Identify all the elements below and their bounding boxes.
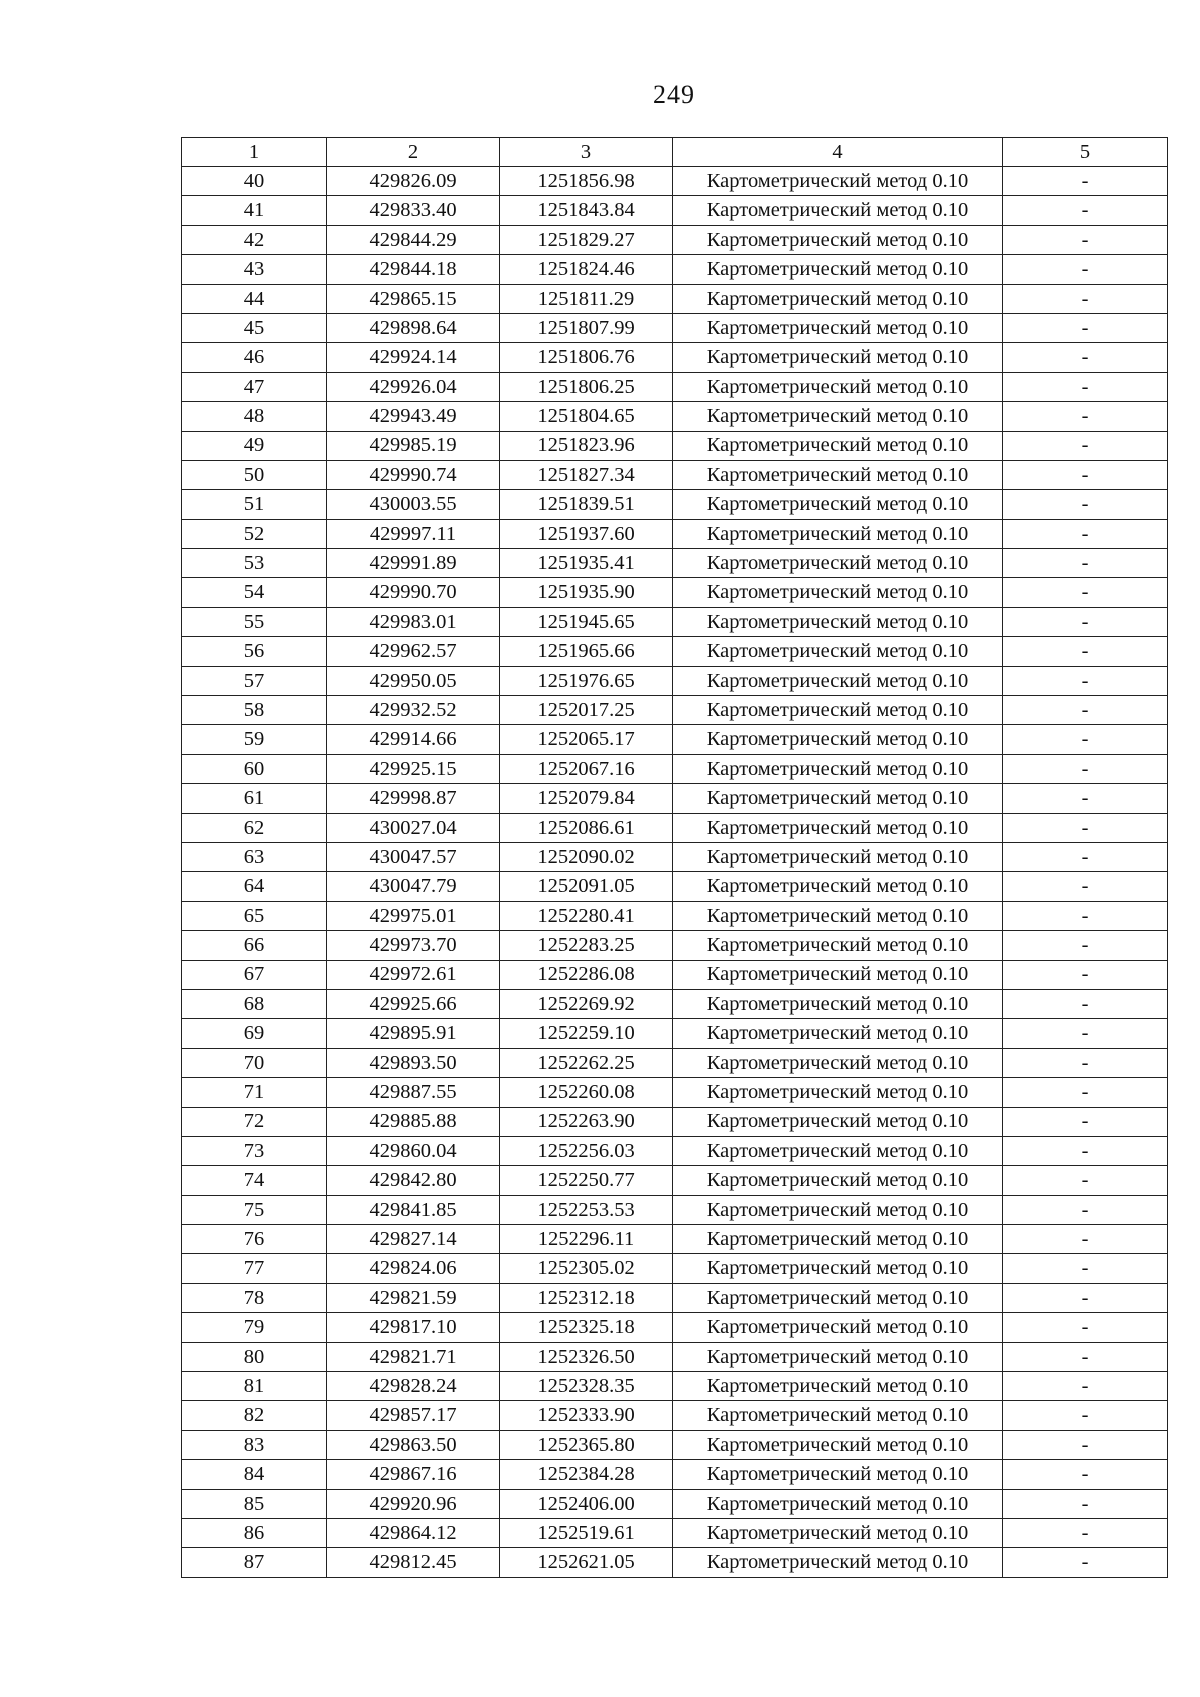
- point-number-cell: 70: [182, 1048, 327, 1077]
- table-row: [182, 1078, 1168, 1107]
- x-coordinate-cell: 429857.17: [327, 1401, 500, 1430]
- note-cell: -: [1003, 196, 1168, 225]
- note-cell: -: [1003, 842, 1168, 871]
- table-header-row: [182, 138, 1168, 167]
- table-row: [182, 813, 1168, 842]
- point-number-cell: 73: [182, 1136, 327, 1165]
- table-row: [182, 1166, 1168, 1195]
- note-cell: -: [1003, 1283, 1168, 1312]
- method-cell: Картометрический метод 0.10: [673, 402, 1003, 431]
- y-coordinate-cell: 1252328.35: [500, 1372, 673, 1401]
- note-cell: -: [1003, 372, 1168, 401]
- point-number-cell: 47: [182, 372, 327, 401]
- table-row: [182, 754, 1168, 783]
- method-cell: Картометрический метод 0.10: [673, 637, 1003, 666]
- method-cell: Картометрический метод 0.10: [673, 284, 1003, 313]
- table-row: [182, 519, 1168, 548]
- point-number-cell: 61: [182, 784, 327, 813]
- y-coordinate-cell: 1251823.96: [500, 431, 673, 460]
- table-row: [182, 313, 1168, 342]
- method-cell: Картометрический метод 0.10: [673, 666, 1003, 695]
- y-coordinate-cell: 1252305.02: [500, 1254, 673, 1283]
- y-coordinate-cell: 1252406.00: [500, 1489, 673, 1518]
- method-cell: Картометрический метод 0.10: [673, 872, 1003, 901]
- y-coordinate-cell: 1251937.60: [500, 519, 673, 548]
- method-cell: Картометрический метод 0.10: [673, 960, 1003, 989]
- point-number-cell: 51: [182, 490, 327, 519]
- point-number-cell: 72: [182, 1107, 327, 1136]
- y-coordinate-cell: 1252256.03: [500, 1136, 673, 1165]
- y-coordinate-cell: 1252312.18: [500, 1283, 673, 1312]
- point-number-cell: 79: [182, 1313, 327, 1342]
- y-coordinate-cell: 1251856.98: [500, 167, 673, 196]
- table-row: [182, 1225, 1168, 1254]
- point-number-cell: 86: [182, 1518, 327, 1547]
- x-coordinate-cell: 429983.01: [327, 607, 500, 636]
- table-row: [182, 1401, 1168, 1430]
- table-row: [182, 1313, 1168, 1342]
- method-cell: Картометрический метод 0.10: [673, 725, 1003, 754]
- method-cell: Картометрический метод 0.10: [673, 784, 1003, 813]
- method-cell: Картометрический метод 0.10: [673, 1107, 1003, 1136]
- point-number-cell: 42: [182, 225, 327, 254]
- method-cell: Картометрический метод 0.10: [673, 549, 1003, 578]
- point-number-cell: 76: [182, 1225, 327, 1254]
- x-coordinate-cell: 429863.50: [327, 1430, 500, 1459]
- y-coordinate-cell: 1251843.84: [500, 196, 673, 225]
- x-coordinate-cell: 429998.87: [327, 784, 500, 813]
- table-row: [182, 1372, 1168, 1401]
- x-coordinate-cell: 429812.45: [327, 1548, 500, 1577]
- x-coordinate-cell: 429865.15: [327, 284, 500, 313]
- x-coordinate-cell: 430047.57: [327, 842, 500, 871]
- note-cell: -: [1003, 1460, 1168, 1489]
- method-cell: Картометрический метод 0.10: [673, 1518, 1003, 1547]
- x-coordinate-cell: 429932.52: [327, 696, 500, 725]
- x-coordinate-cell: 429920.96: [327, 1489, 500, 1518]
- method-cell: Картометрический метод 0.10: [673, 490, 1003, 519]
- point-number-cell: 49: [182, 431, 327, 460]
- x-coordinate-cell: 429991.89: [327, 549, 500, 578]
- table-row: [182, 1107, 1168, 1136]
- x-coordinate-cell: 429990.70: [327, 578, 500, 607]
- method-cell: Картометрический метод 0.10: [673, 167, 1003, 196]
- table-row: [182, 1548, 1168, 1577]
- y-coordinate-cell: 1251839.51: [500, 490, 673, 519]
- table-row: [182, 842, 1168, 871]
- x-coordinate-cell: 429826.09: [327, 167, 500, 196]
- point-number-cell: 57: [182, 666, 327, 695]
- table-row: [182, 1518, 1168, 1547]
- method-cell: Картометрический метод 0.10: [673, 1078, 1003, 1107]
- method-cell: Картометрический метод 0.10: [673, 696, 1003, 725]
- note-cell: -: [1003, 1430, 1168, 1459]
- table-row: [182, 490, 1168, 519]
- note-cell: -: [1003, 1107, 1168, 1136]
- table-row: [182, 372, 1168, 401]
- point-number-cell: 82: [182, 1401, 327, 1430]
- y-coordinate-cell: 1252333.90: [500, 1401, 673, 1430]
- x-coordinate-cell: 429821.71: [327, 1342, 500, 1371]
- y-coordinate-cell: 1252263.90: [500, 1107, 673, 1136]
- note-cell: -: [1003, 1489, 1168, 1518]
- point-number-cell: 48: [182, 402, 327, 431]
- table-row: [182, 666, 1168, 695]
- y-coordinate-cell: 1252079.84: [500, 784, 673, 813]
- point-number-cell: 77: [182, 1254, 327, 1283]
- x-coordinate-cell: 429925.66: [327, 989, 500, 1018]
- y-coordinate-cell: 1251827.34: [500, 460, 673, 489]
- method-cell: Картометрический метод 0.10: [673, 225, 1003, 254]
- method-cell: Картометрический метод 0.10: [673, 343, 1003, 372]
- note-cell: -: [1003, 607, 1168, 636]
- note-cell: -: [1003, 666, 1168, 695]
- point-number-cell: 59: [182, 725, 327, 754]
- note-cell: -: [1003, 1518, 1168, 1547]
- point-number-cell: 41: [182, 196, 327, 225]
- point-number-cell: 50: [182, 460, 327, 489]
- note-cell: -: [1003, 431, 1168, 460]
- table-row: [182, 725, 1168, 754]
- note-cell: -: [1003, 725, 1168, 754]
- table-row: [182, 637, 1168, 666]
- note-cell: -: [1003, 1313, 1168, 1342]
- y-coordinate-cell: 1252621.05: [500, 1548, 673, 1577]
- x-coordinate-cell: 429893.50: [327, 1048, 500, 1077]
- x-coordinate-cell: 429926.04: [327, 372, 500, 401]
- point-number-cell: 81: [182, 1372, 327, 1401]
- table-row: [182, 696, 1168, 725]
- y-coordinate-cell: 1252325.18: [500, 1313, 673, 1342]
- y-coordinate-cell: 1252250.77: [500, 1166, 673, 1195]
- table-row: [182, 1048, 1168, 1077]
- note-cell: -: [1003, 1372, 1168, 1401]
- table-row: [182, 402, 1168, 431]
- table-row: [182, 872, 1168, 901]
- column-header: 2: [327, 138, 500, 167]
- point-number-cell: 53: [182, 549, 327, 578]
- y-coordinate-cell: 1252296.11: [500, 1225, 673, 1254]
- note-cell: -: [1003, 637, 1168, 666]
- method-cell: Картометрический метод 0.10: [673, 1195, 1003, 1224]
- y-coordinate-cell: 1252253.53: [500, 1195, 673, 1224]
- note-cell: -: [1003, 225, 1168, 254]
- table-row: [182, 784, 1168, 813]
- table-row: [182, 901, 1168, 930]
- point-number-cell: 66: [182, 931, 327, 960]
- method-cell: Картометрический метод 0.10: [673, 1166, 1003, 1195]
- y-coordinate-cell: 1252286.08: [500, 960, 673, 989]
- note-cell: -: [1003, 1401, 1168, 1430]
- table-row: [182, 1019, 1168, 1048]
- x-coordinate-cell: 429842.80: [327, 1166, 500, 1195]
- y-coordinate-cell: 1252262.25: [500, 1048, 673, 1077]
- note-cell: -: [1003, 460, 1168, 489]
- x-coordinate-cell: 429860.04: [327, 1136, 500, 1165]
- method-cell: Картометрический метод 0.10: [673, 255, 1003, 284]
- x-coordinate-cell: 429924.14: [327, 343, 500, 372]
- x-coordinate-cell: 429895.91: [327, 1019, 500, 1048]
- point-number-cell: 68: [182, 989, 327, 1018]
- method-cell: Картометрический метод 0.10: [673, 1048, 1003, 1077]
- method-cell: Картометрический метод 0.10: [673, 931, 1003, 960]
- y-coordinate-cell: 1251807.99: [500, 313, 673, 342]
- note-cell: -: [1003, 872, 1168, 901]
- method-cell: Картометрический метод 0.10: [673, 372, 1003, 401]
- table-row: [182, 225, 1168, 254]
- method-cell: Картометрический метод 0.10: [673, 1489, 1003, 1518]
- note-cell: -: [1003, 343, 1168, 372]
- point-number-cell: 84: [182, 1460, 327, 1489]
- y-coordinate-cell: 1252086.61: [500, 813, 673, 842]
- x-coordinate-cell: 429972.61: [327, 960, 500, 989]
- note-cell: -: [1003, 1225, 1168, 1254]
- method-cell: Картометрический метод 0.10: [673, 607, 1003, 636]
- method-cell: Картометрический метод 0.10: [673, 1460, 1003, 1489]
- point-number-cell: 58: [182, 696, 327, 725]
- note-cell: -: [1003, 1195, 1168, 1224]
- note-cell: -: [1003, 519, 1168, 548]
- method-cell: Картометрический метод 0.10: [673, 1342, 1003, 1371]
- point-number-cell: 45: [182, 313, 327, 342]
- table-row: [182, 431, 1168, 460]
- table-row: [182, 1430, 1168, 1459]
- note-cell: -: [1003, 1078, 1168, 1107]
- point-number-cell: 83: [182, 1430, 327, 1459]
- table-row: [182, 1195, 1168, 1224]
- method-cell: Картометрический метод 0.10: [673, 1136, 1003, 1165]
- table-row: [182, 255, 1168, 284]
- column-header: 3: [500, 138, 673, 167]
- x-coordinate-cell: 429827.14: [327, 1225, 500, 1254]
- method-cell: Картометрический метод 0.10: [673, 313, 1003, 342]
- x-coordinate-cell: 430027.04: [327, 813, 500, 842]
- x-coordinate-cell: 429973.70: [327, 931, 500, 960]
- table-row: [182, 343, 1168, 372]
- method-cell: Картометрический метод 0.10: [673, 431, 1003, 460]
- y-coordinate-cell: 1252017.25: [500, 696, 673, 725]
- x-coordinate-cell: 429844.29: [327, 225, 500, 254]
- note-cell: -: [1003, 1342, 1168, 1371]
- y-coordinate-cell: 1252090.02: [500, 842, 673, 871]
- table-row: [182, 960, 1168, 989]
- method-cell: Картометрический метод 0.10: [673, 1548, 1003, 1577]
- note-cell: -: [1003, 1136, 1168, 1165]
- note-cell: -: [1003, 1166, 1168, 1195]
- table-row: [182, 1254, 1168, 1283]
- y-coordinate-cell: 1251804.65: [500, 402, 673, 431]
- point-number-cell: 63: [182, 842, 327, 871]
- y-coordinate-cell: 1251811.29: [500, 284, 673, 313]
- note-cell: -: [1003, 167, 1168, 196]
- method-cell: Картометрический метод 0.10: [673, 1283, 1003, 1312]
- table-row: [182, 284, 1168, 313]
- point-number-cell: 43: [182, 255, 327, 284]
- x-coordinate-cell: 429817.10: [327, 1313, 500, 1342]
- x-coordinate-cell: 429898.64: [327, 313, 500, 342]
- table-row: [182, 1489, 1168, 1518]
- note-cell: -: [1003, 255, 1168, 284]
- note-cell: -: [1003, 931, 1168, 960]
- x-coordinate-cell: 430003.55: [327, 490, 500, 519]
- point-number-cell: 78: [182, 1283, 327, 1312]
- note-cell: -: [1003, 901, 1168, 930]
- x-coordinate-cell: 429914.66: [327, 725, 500, 754]
- point-number-cell: 80: [182, 1342, 327, 1371]
- x-coordinate-cell: 429975.01: [327, 901, 500, 930]
- table-row: [182, 1342, 1168, 1371]
- note-cell: -: [1003, 284, 1168, 313]
- method-cell: Картометрический метод 0.10: [673, 813, 1003, 842]
- column-header: 4: [673, 138, 1003, 167]
- method-cell: Картометрический метод 0.10: [673, 1313, 1003, 1342]
- method-cell: Картометрический метод 0.10: [673, 1430, 1003, 1459]
- x-coordinate-cell: 429821.59: [327, 1283, 500, 1312]
- table-row: [182, 989, 1168, 1018]
- table-row: [182, 167, 1168, 196]
- point-number-cell: 55: [182, 607, 327, 636]
- x-coordinate-cell: 429962.57: [327, 637, 500, 666]
- x-coordinate-cell: 429824.06: [327, 1254, 500, 1283]
- y-coordinate-cell: 1252283.25: [500, 931, 673, 960]
- point-number-cell: 56: [182, 637, 327, 666]
- x-coordinate-cell: 429844.18: [327, 255, 500, 284]
- method-cell: Картометрический метод 0.10: [673, 1254, 1003, 1283]
- point-number-cell: 87: [182, 1548, 327, 1577]
- method-cell: Картометрический метод 0.10: [673, 196, 1003, 225]
- y-coordinate-cell: 1251945.65: [500, 607, 673, 636]
- y-coordinate-cell: 1251935.90: [500, 578, 673, 607]
- y-coordinate-cell: 1251806.25: [500, 372, 673, 401]
- note-cell: -: [1003, 784, 1168, 813]
- point-number-cell: 54: [182, 578, 327, 607]
- note-cell: -: [1003, 402, 1168, 431]
- point-number-cell: 44: [182, 284, 327, 313]
- x-coordinate-cell: 429887.55: [327, 1078, 500, 1107]
- column-header: 5: [1003, 138, 1168, 167]
- x-coordinate-cell: 429990.74: [327, 460, 500, 489]
- y-coordinate-cell: 1252269.92: [500, 989, 673, 1018]
- note-cell: -: [1003, 989, 1168, 1018]
- method-cell: Картометрический метод 0.10: [673, 460, 1003, 489]
- y-coordinate-cell: 1252067.16: [500, 754, 673, 783]
- y-coordinate-cell: 1251829.27: [500, 225, 673, 254]
- coordinates-table: [181, 137, 1168, 1578]
- point-number-cell: 85: [182, 1489, 327, 1518]
- y-coordinate-cell: 1251935.41: [500, 549, 673, 578]
- y-coordinate-cell: 1252065.17: [500, 725, 673, 754]
- y-coordinate-cell: 1252365.80: [500, 1430, 673, 1459]
- y-coordinate-cell: 1251824.46: [500, 255, 673, 284]
- point-number-cell: 62: [182, 813, 327, 842]
- x-coordinate-cell: 429864.12: [327, 1518, 500, 1547]
- note-cell: -: [1003, 1019, 1168, 1048]
- note-cell: -: [1003, 960, 1168, 989]
- y-coordinate-cell: 1252260.08: [500, 1078, 673, 1107]
- note-cell: -: [1003, 754, 1168, 783]
- point-number-cell: 69: [182, 1019, 327, 1048]
- table-row: [182, 1283, 1168, 1312]
- x-coordinate-cell: 429950.05: [327, 666, 500, 695]
- page-number: 249: [653, 80, 695, 109]
- note-cell: -: [1003, 313, 1168, 342]
- note-cell: -: [1003, 813, 1168, 842]
- y-coordinate-cell: 1251806.76: [500, 343, 673, 372]
- table-body: [182, 167, 1168, 1578]
- note-cell: -: [1003, 1048, 1168, 1077]
- y-coordinate-cell: 1252280.41: [500, 901, 673, 930]
- method-cell: Картометрический метод 0.10: [673, 1225, 1003, 1254]
- y-coordinate-cell: 1251965.66: [500, 637, 673, 666]
- column-header: 1: [182, 138, 327, 167]
- point-number-cell: 71: [182, 1078, 327, 1107]
- x-coordinate-cell: 429885.88: [327, 1107, 500, 1136]
- x-coordinate-cell: 430047.79: [327, 872, 500, 901]
- point-number-cell: 46: [182, 343, 327, 372]
- point-number-cell: 67: [182, 960, 327, 989]
- y-coordinate-cell: 1252091.05: [500, 872, 673, 901]
- x-coordinate-cell: 429867.16: [327, 1460, 500, 1489]
- y-coordinate-cell: 1252259.10: [500, 1019, 673, 1048]
- table-row: [182, 549, 1168, 578]
- method-cell: Картометрический метод 0.10: [673, 989, 1003, 1018]
- method-cell: Картометрический метод 0.10: [673, 754, 1003, 783]
- x-coordinate-cell: 429841.85: [327, 1195, 500, 1224]
- y-coordinate-cell: 1251976.65: [500, 666, 673, 695]
- method-cell: Картометрический метод 0.10: [673, 519, 1003, 548]
- method-cell: Картометрический метод 0.10: [673, 901, 1003, 930]
- note-cell: -: [1003, 1254, 1168, 1283]
- y-coordinate-cell: 1252519.61: [500, 1518, 673, 1547]
- method-cell: Картометрический метод 0.10: [673, 1019, 1003, 1048]
- note-cell: -: [1003, 1548, 1168, 1577]
- x-coordinate-cell: 429985.19: [327, 431, 500, 460]
- point-number-cell: 64: [182, 872, 327, 901]
- point-number-cell: 74: [182, 1166, 327, 1195]
- table-row: [182, 931, 1168, 960]
- method-cell: Картометрический метод 0.10: [673, 1401, 1003, 1430]
- method-cell: Картометрический метод 0.10: [673, 842, 1003, 871]
- table-row: [182, 196, 1168, 225]
- x-coordinate-cell: 429828.24: [327, 1372, 500, 1401]
- method-cell: Картометрический метод 0.10: [673, 578, 1003, 607]
- point-number-cell: 75: [182, 1195, 327, 1224]
- x-coordinate-cell: 429925.15: [327, 754, 500, 783]
- y-coordinate-cell: 1252326.50: [500, 1342, 673, 1371]
- point-number-cell: 60: [182, 754, 327, 783]
- point-number-cell: 40: [182, 167, 327, 196]
- table-row: [182, 460, 1168, 489]
- method-cell: Картометрический метод 0.10: [673, 1372, 1003, 1401]
- note-cell: -: [1003, 696, 1168, 725]
- table-row: [182, 607, 1168, 636]
- table-row: [182, 1136, 1168, 1165]
- point-number-cell: 65: [182, 901, 327, 930]
- y-coordinate-cell: 1252384.28: [500, 1460, 673, 1489]
- x-coordinate-cell: 429943.49: [327, 402, 500, 431]
- table-row: [182, 578, 1168, 607]
- table-row: [182, 1460, 1168, 1489]
- point-number-cell: 52: [182, 519, 327, 548]
- note-cell: -: [1003, 549, 1168, 578]
- note-cell: -: [1003, 490, 1168, 519]
- note-cell: -: [1003, 578, 1168, 607]
- x-coordinate-cell: 429997.11: [327, 519, 500, 548]
- x-coordinate-cell: 429833.40: [327, 196, 500, 225]
